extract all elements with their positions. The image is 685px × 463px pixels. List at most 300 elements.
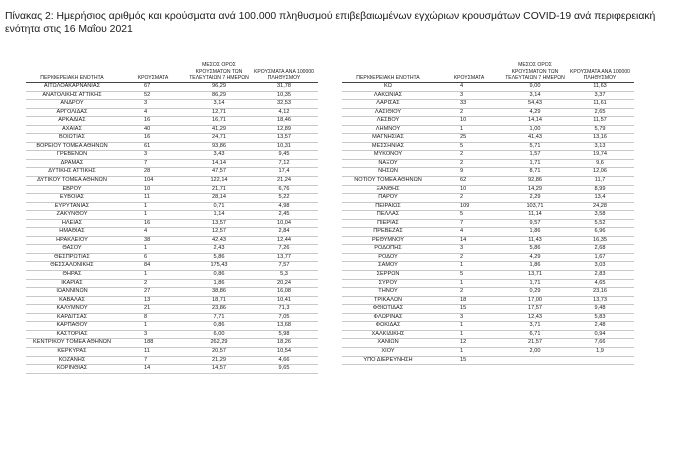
per-100k-cell: 9,48: [566, 305, 634, 314]
table-row: [26, 228, 318, 237]
7day-average-cell: 42,43: [188, 236, 250, 245]
7day-average-cell: 1,86: [188, 279, 250, 288]
7day-average-cell: 2,43: [188, 245, 250, 254]
7day-average-cell: 96,29: [188, 83, 250, 92]
per-100k-cell: 71,3: [250, 305, 318, 314]
per-100k-cell: 7,05: [250, 313, 318, 322]
7day-average-cell: 6,00: [188, 330, 250, 339]
7day-average-cell: 20,57: [188, 347, 250, 356]
regional-unit-cell: ΘΗΡΑΣ: [26, 271, 118, 280]
regional-unit-cell: ΔΡΑΜΑΣ: [26, 159, 118, 168]
regional-unit-cell: ΕΥΡΥΤΑΝΙΑΣ: [26, 202, 118, 211]
table-row: [342, 279, 634, 288]
per-100k-cell: 11,7: [566, 177, 634, 186]
cases-cell: 3: [434, 313, 504, 322]
cases-cell: 1: [434, 330, 504, 339]
7day-average-cell: 11,43: [504, 236, 566, 245]
regional-unit-cell: ΚΟΡΙΝΘΙΑΣ: [26, 365, 118, 374]
regional-unit-cell: ΗΡΑΚΛΕΙΟΥ: [26, 236, 118, 245]
regional-unit-cell: ΑΡΚΑΔΙΑΣ: [26, 117, 118, 126]
regional-unit-cell: ΧΑΛΚΙΔΙΚΗΣ: [342, 330, 434, 339]
cases-cell: 1: [118, 211, 188, 220]
per-100k-cell: 4,66: [250, 356, 318, 365]
cases-cell: 3: [118, 151, 188, 160]
7day-average-cell: 21,71: [188, 185, 250, 194]
7day-average-cell: 14,14: [504, 117, 566, 126]
regional-unit-cell: ΚΕΡΚΥΡΑΣ: [26, 347, 118, 356]
regional-unit-cell: ΕΒΡΟΥ: [26, 185, 118, 194]
per-100k-cell: 3,13: [566, 142, 634, 151]
cases-cell: 5: [434, 211, 504, 220]
cases-cell: 3: [434, 245, 504, 254]
cases-cell: 14: [434, 236, 504, 245]
header-row: [26, 60, 318, 83]
regional-table-right: [342, 60, 634, 365]
cases-cell: 40: [118, 125, 188, 134]
cases-cell: 16: [118, 134, 188, 143]
per-100k-cell: 7,57: [250, 262, 318, 271]
regional-unit-cell: ΑΝΑΤΟΛΙΚΗΣ ΑΤΤΙΚΗΣ: [26, 91, 118, 100]
7day-average-cell: 1,86: [504, 228, 566, 237]
regional-unit-cell: ΤΗΝΟΥ: [342, 288, 434, 297]
regional-unit-cell: ΤΡΙΚΑΛΩΝ: [342, 296, 434, 305]
per-100k-cell: 13,16: [566, 134, 634, 143]
cases-cell: 1: [118, 271, 188, 280]
7day-average-cell: 3,14: [504, 91, 566, 100]
per-100k-cell: 10,31: [250, 142, 318, 151]
7day-average-cell: 1,57: [504, 151, 566, 160]
per-100k-cell: 4,65: [566, 279, 634, 288]
7day-average-cell: 1,71: [504, 159, 566, 168]
7day-average-cell: 41,29: [188, 125, 250, 134]
cases-cell: 61: [118, 142, 188, 151]
7day-average-cell: 41,43: [504, 134, 566, 143]
7day-average-cell: 47,57: [188, 168, 250, 177]
7day-average-cell: 3,43: [188, 151, 250, 160]
regional-unit-cell: ΚΑΡΠΑΘΟΥ: [26, 322, 118, 331]
header-cases-per-100k: ΚΡΟΥΣΜΑΤΑ ΑΝΑ 100000 ΠΛΗΘΥΣΜΟΥ: [566, 60, 634, 83]
cases-cell: 15: [434, 305, 504, 314]
7day-average-cell: 5,86: [188, 253, 250, 262]
per-100k-cell: 5,22: [250, 194, 318, 203]
regional-unit-cell: ΝΟΤΙΟΥ ΤΟΜΕΑ ΑΘΗΝΩΝ: [342, 177, 434, 186]
table-row: [26, 253, 318, 262]
cases-cell: 7: [118, 356, 188, 365]
regional-unit-cell: ΧΙΟΥ: [342, 347, 434, 356]
7day-average-cell: 5,71: [504, 142, 566, 151]
per-100k-cell: 10,41: [250, 296, 318, 305]
header-cases-per-100k: ΚΡΟΥΣΜΑΤΑ ΑΝΑ 100000 ΠΛΗΘΥΣΜΟΥ: [250, 60, 318, 83]
7day-average-cell: 3,71: [504, 322, 566, 331]
regional-unit-cell: ΚΑΛΥΜΝΟΥ: [26, 305, 118, 314]
table-row: [26, 194, 318, 203]
per-100k-cell: 13,73: [566, 296, 634, 305]
table-row: [26, 271, 318, 280]
cases-cell: 14: [118, 365, 188, 374]
per-100k-cell: 1,67: [566, 253, 634, 262]
table-row: [26, 117, 318, 126]
table-row: [342, 185, 634, 194]
per-100k-cell: 8,99: [566, 185, 634, 194]
table-row: [26, 236, 318, 245]
table-row: [26, 108, 318, 117]
per-100k-cell: 23,16: [566, 288, 634, 297]
regional-unit-cell: ΛΗΜΝΟΥ: [342, 125, 434, 134]
7day-average-cell: 1,71: [504, 279, 566, 288]
regional-unit-cell: ΚΑΡΔΙΤΣΑΣ: [26, 313, 118, 322]
table-row: [26, 279, 318, 288]
table-row: [342, 91, 634, 100]
header-cases: ΚΡΟΥΣΜΑΤΑ: [434, 60, 504, 83]
cases-cell: 1: [118, 322, 188, 331]
regional-unit-cell: ΑΧΑΪΑΣ: [26, 125, 118, 134]
per-100k-cell: 5,98: [250, 330, 318, 339]
regional-unit-cell: ΝΑΞΟΥ: [342, 159, 434, 168]
7day-average-cell: 21,57: [504, 339, 566, 348]
per-100k-cell: 7,12: [250, 159, 318, 168]
per-100k-cell: 2,84: [250, 228, 318, 237]
table-row: [26, 313, 318, 322]
regional-unit-cell: ΣΑΜΟΥ: [342, 262, 434, 271]
header-regional-unit: ΠΕΡΙΦΕΡΕΙΑΚΗ ΕΝΟΤΗΤΑ: [342, 60, 434, 83]
7day-average-cell: 2,00: [504, 347, 566, 356]
regional-unit-cell: ΖΑΚΥΝΘΟΥ: [26, 211, 118, 220]
cases-cell: 2: [434, 194, 504, 203]
per-100k-cell: 4,12: [250, 108, 318, 117]
7day-average-cell: 2,29: [504, 194, 566, 203]
regional-unit-cell: ΜΕΣΣΗΝΙΑΣ: [342, 142, 434, 151]
cases-cell: 16: [118, 117, 188, 126]
cases-cell: 4: [434, 228, 504, 237]
cases-cell: 15: [434, 356, 504, 365]
per-100k-cell: 13,4: [566, 194, 634, 203]
regional-unit-cell: ΘΕΣΠΡΩΤΙΑΣ: [26, 253, 118, 262]
table-row: [26, 202, 318, 211]
7day-average-cell: 38,86: [188, 288, 250, 297]
table-row: [342, 288, 634, 297]
table-row: [342, 219, 634, 228]
per-100k-cell: 12,44: [250, 236, 318, 245]
per-100k-cell: 9,45: [250, 151, 318, 160]
regional-unit-cell: ΡΟΔΟΥ: [342, 253, 434, 262]
regional-unit-cell: ΓΡΕΒΕΝΩΝ: [26, 151, 118, 160]
7day-average-cell: 11,14: [504, 211, 566, 220]
7day-average-cell: 17,57: [504, 305, 566, 314]
cases-cell: 5: [434, 142, 504, 151]
regional-unit-cell: ΜΥΚΟΝΟΥ: [342, 151, 434, 160]
per-100k-cell: 11,61: [566, 100, 634, 109]
table-row: [26, 134, 318, 143]
table-row: [342, 142, 634, 151]
table-row: [26, 288, 318, 297]
cases-cell: 109: [434, 202, 504, 211]
table-row: [342, 202, 634, 211]
header-7day-average: ΜΕΣΟΣ ΟΡΟΣ ΚΡΟΥΣΜΑΤΩΝ ΤΩΝ ΤΕΛΕΥΤΑΙΩΝ 7 ΗΜΕΡΩΝ: [504, 60, 566, 83]
regional-unit-cell: ΡΕΘΥΜΝΟΥ: [342, 236, 434, 245]
7day-average-cell: 24,71: [188, 134, 250, 143]
cases-cell: 1: [434, 125, 504, 134]
cases-cell: 25: [434, 134, 504, 143]
regional-unit-cell: ΑΙΤΩΛΟΑΚΑΡΝΑΝΙΑΣ: [26, 83, 118, 92]
table-row: [26, 151, 318, 160]
7day-average-cell: 103,71: [504, 202, 566, 211]
7day-average-cell: 6,71: [504, 330, 566, 339]
table-row: [342, 211, 634, 220]
regional-unit-cell: ΦΘΙΩΤΙΔΑΣ: [342, 305, 434, 314]
7day-average-cell: 1,00: [504, 125, 566, 134]
cases-cell: 188: [118, 339, 188, 348]
7day-average-cell: 175,43: [188, 262, 250, 271]
7day-average-cell: 17,00: [504, 296, 566, 305]
regional-unit-cell: ΝΗΣΩΝ: [342, 168, 434, 177]
table-row: [26, 347, 318, 356]
regional-unit-cell: ΠΕΙΡΑΙΩΣ: [342, 202, 434, 211]
regional-unit-cell: ΛΕΣΒΟΥ: [342, 117, 434, 126]
regional-unit-cell: ΠΑΡΟΥ: [342, 194, 434, 203]
7day-average-cell: 4,29: [504, 108, 566, 117]
cases-cell: 10: [434, 185, 504, 194]
per-100k-cell: 32,53: [250, 100, 318, 109]
regional-unit-cell: ΔΥΤΙΚΗΣ ΑΤΤΙΚΗΣ: [26, 168, 118, 177]
7day-average-cell: 23,86: [188, 305, 250, 314]
table-row: [342, 253, 634, 262]
table-row: [26, 177, 318, 186]
7day-average-cell: 7,71: [188, 313, 250, 322]
7day-average-cell: 3,14: [188, 100, 250, 109]
table-row: [342, 177, 634, 186]
table-row: [26, 83, 318, 92]
cases-cell: 9: [434, 168, 504, 177]
cases-cell: 33: [434, 100, 504, 109]
regional-unit-cell: ΧΑΝΙΩΝ: [342, 339, 434, 348]
regional-unit-cell: ΛΑΡΙΣΑΣ: [342, 100, 434, 109]
7day-average-cell: 0,86: [188, 322, 250, 331]
regional-unit-cell: ΦΩΚΙΔΑΣ: [342, 322, 434, 331]
7day-average-cell: 0,71: [188, 202, 250, 211]
table-row: [342, 330, 634, 339]
cases-cell: 27: [118, 288, 188, 297]
regional-unit-cell: ΗΛΕΙΑΣ: [26, 219, 118, 228]
per-100k-cell: 4,98: [250, 202, 318, 211]
cases-cell: 38: [118, 236, 188, 245]
table-row: [26, 365, 318, 374]
cases-cell: 8: [118, 313, 188, 322]
cases-cell: 3: [118, 330, 188, 339]
7day-average-cell: 12,43: [504, 313, 566, 322]
per-100k-cell: 6,76: [250, 185, 318, 194]
cases-cell: 1: [118, 245, 188, 254]
7day-average-cell: 14,14: [188, 159, 250, 168]
regional-unit-cell: ΜΑΓΝΗΣΙΑΣ: [342, 134, 434, 143]
per-100k-cell: 5,79: [566, 125, 634, 134]
table-row: [342, 134, 634, 143]
7day-average-cell: 4,29: [504, 253, 566, 262]
regional-unit-cell: ΒΟΙΩΤΙΑΣ: [26, 134, 118, 143]
cases-cell: 11: [118, 347, 188, 356]
table-row: [26, 142, 318, 151]
cases-cell: 13: [118, 296, 188, 305]
cases-cell: 2: [118, 279, 188, 288]
regional-unit-cell: ΚΟΖΑΝΗΣ: [26, 356, 118, 365]
table-row: [342, 100, 634, 109]
cases-cell: 18: [434, 296, 504, 305]
header-row: [342, 60, 634, 83]
cases-cell: 21: [118, 305, 188, 314]
table-row: [26, 322, 318, 331]
per-100k-cell: 13,77: [250, 253, 318, 262]
regional-unit-cell: ΗΜΑΘΙΑΣ: [26, 228, 118, 237]
cases-cell: 11: [118, 194, 188, 203]
cases-cell: 1: [434, 262, 504, 271]
7day-average-cell: 13,57: [188, 219, 250, 228]
7day-average-cell: 93,86: [188, 142, 250, 151]
regional-unit-cell: ΙΚΑΡΙΑΣ: [26, 279, 118, 288]
7day-average-cell: 28,14: [188, 194, 250, 203]
table-row: [26, 339, 318, 348]
table-row: [342, 194, 634, 203]
table-row: [342, 262, 634, 271]
7day-average-cell: 86,29: [188, 91, 250, 100]
table-row: [342, 313, 634, 322]
7day-average-cell: 8,71: [504, 168, 566, 177]
per-100k-cell: 11,57: [566, 117, 634, 126]
regional-unit-cell: ΘΑΣΟΥ: [26, 245, 118, 254]
7day-average-cell: 9,00: [504, 83, 566, 92]
cases-cell: 7: [118, 159, 188, 168]
table-row: [342, 159, 634, 168]
cases-cell: 62: [434, 177, 504, 186]
per-100k-cell: 2,45: [250, 211, 318, 220]
per-100k-cell: 2,68: [566, 245, 634, 254]
cases-cell: 7: [434, 219, 504, 228]
per-100k-cell: 16,08: [250, 288, 318, 297]
header-regional-unit: ΠΕΡΙΦΕΡΕΙΑΚΗ ΕΝΟΤΗΤΑ: [26, 60, 118, 83]
7day-average-cell: 21,29: [188, 356, 250, 365]
regional-unit-cell: ΡΟΔΟΠΗΣ: [342, 245, 434, 254]
regional-unit-cell: ΑΡΓΟΛΙΔΑΣ: [26, 108, 118, 117]
7day-average-cell: 262,29: [188, 339, 250, 348]
per-100k-cell: 3,03: [566, 262, 634, 271]
cases-cell: 2: [434, 108, 504, 117]
7day-average-cell: 1,86: [504, 262, 566, 271]
regional-unit-cell: ΦΛΩΡΙΝΑΣ: [342, 313, 434, 322]
header-7day-average: ΜΕΣΟΣ ΟΡΟΣ ΚΡΟΥΣΜΑΤΩΝ ΤΩΝ ΤΕΛΕΥΤΑΙΩΝ 7 ΗΜΕΡΩΝ: [188, 60, 250, 83]
table-row: [26, 168, 318, 177]
7day-average-cell: 16,71: [188, 117, 250, 126]
cases-cell: 1: [434, 279, 504, 288]
regional-unit-cell: ΔΥΤΙΚΟΥ ΤΟΜΕΑ ΑΘΗΝΩΝ: [26, 177, 118, 186]
table-row: [26, 296, 318, 305]
regional-unit-cell: ΒΟΡΕΙΟΥ ΤΟΜΕΑ ΑΘΗΝΩΝ: [26, 142, 118, 151]
table-row: [342, 271, 634, 280]
7day-average-cell: 122,14: [188, 177, 250, 186]
table-row: [26, 100, 318, 109]
per-100k-cell: 10,54: [250, 347, 318, 356]
regional-unit-cell: ΚΑΒΑΛΑΣ: [26, 296, 118, 305]
regional-unit-cell: ΠΙΕΡΙΑΣ: [342, 219, 434, 228]
table-row: [342, 151, 634, 160]
per-100k-cell: 13,68: [250, 322, 318, 331]
table-row: [26, 330, 318, 339]
table-row: [26, 305, 318, 314]
cases-cell: 1: [118, 202, 188, 211]
per-100k-cell: 7,66: [566, 339, 634, 348]
cases-cell: 12: [434, 339, 504, 348]
regional-unit-cell: ΥΠΟ ΔΙΕΡΕΥΝΗΣΗ: [342, 356, 434, 365]
table-row: [26, 185, 318, 194]
per-100k-cell: 3,58: [566, 211, 634, 220]
table-row: [342, 228, 634, 237]
cases-cell: 2: [434, 288, 504, 297]
per-100k-cell: 12,89: [250, 125, 318, 134]
cases-cell: 4: [118, 228, 188, 237]
per-100k-cell: 18,26: [250, 339, 318, 348]
per-100k-cell: 7,26: [250, 245, 318, 254]
per-100k-cell: 2,65: [566, 108, 634, 117]
table-row: [26, 159, 318, 168]
regional-unit-cell: ΚΩ: [342, 83, 434, 92]
per-100k-cell: 5,52: [566, 219, 634, 228]
regional-unit-cell: ΕΥΒΟΙΑΣ: [26, 194, 118, 203]
cases-cell: 2: [434, 151, 504, 160]
table-row: [342, 339, 634, 348]
per-100k-cell: 12,06: [566, 168, 634, 177]
7day-average-cell: 18,71: [188, 296, 250, 305]
per-100k-cell: 3,37: [566, 91, 634, 100]
cases-cell: 2: [434, 253, 504, 262]
cases-cell: 104: [118, 177, 188, 186]
cases-cell: 2: [434, 159, 504, 168]
7day-average-cell: 92,86: [504, 177, 566, 186]
per-100k-cell: 0,94: [566, 330, 634, 339]
table-row: [342, 245, 634, 254]
7day-average-cell: 0,86: [188, 271, 250, 280]
regional-unit-cell: ΚΕΝΤΡΙΚΟΥ ΤΟΜΕΑ ΑΘΗΝΩΝ: [26, 339, 118, 348]
per-100k-cell: 5,3: [250, 271, 318, 280]
7day-average-cell: 0,29: [504, 288, 566, 297]
7day-average-cell: 12,71: [188, 108, 250, 117]
per-100k-cell: 11,63: [566, 83, 634, 92]
table-row: [342, 83, 634, 92]
table-row: [26, 125, 318, 134]
per-100k-cell: 2,48: [566, 322, 634, 331]
regional-unit-cell: ΑΝΔΡΟΥ: [26, 100, 118, 109]
cases-cell: 4: [434, 83, 504, 92]
per-100k-cell: [566, 356, 634, 365]
regional-unit-cell: ΙΩΑΝΝΙΝΩΝ: [26, 288, 118, 297]
cases-cell: 3: [434, 91, 504, 100]
per-100k-cell: 13,57: [250, 134, 318, 143]
cases-cell: 4: [118, 108, 188, 117]
cases-cell: 1: [434, 347, 504, 356]
7day-average-cell: 5,86: [504, 245, 566, 254]
7day-average-cell: 12,57: [188, 228, 250, 237]
cases-cell: 10: [118, 185, 188, 194]
table-row: [342, 168, 634, 177]
table-row: [26, 91, 318, 100]
per-100k-cell: 18,46: [250, 117, 318, 126]
per-100k-cell: 31,78: [250, 83, 318, 92]
per-100k-cell: 20,24: [250, 279, 318, 288]
7day-average-cell: 14,57: [188, 365, 250, 374]
7day-average-cell: 54,43: [504, 100, 566, 109]
cases-cell: 10: [434, 117, 504, 126]
cases-cell: 52: [118, 91, 188, 100]
cases-cell: 84: [118, 262, 188, 271]
table-row: [26, 245, 318, 254]
cases-cell: 3: [118, 100, 188, 109]
regional-unit-cell: ΚΑΣΤΟΡΙΑΣ: [26, 330, 118, 339]
